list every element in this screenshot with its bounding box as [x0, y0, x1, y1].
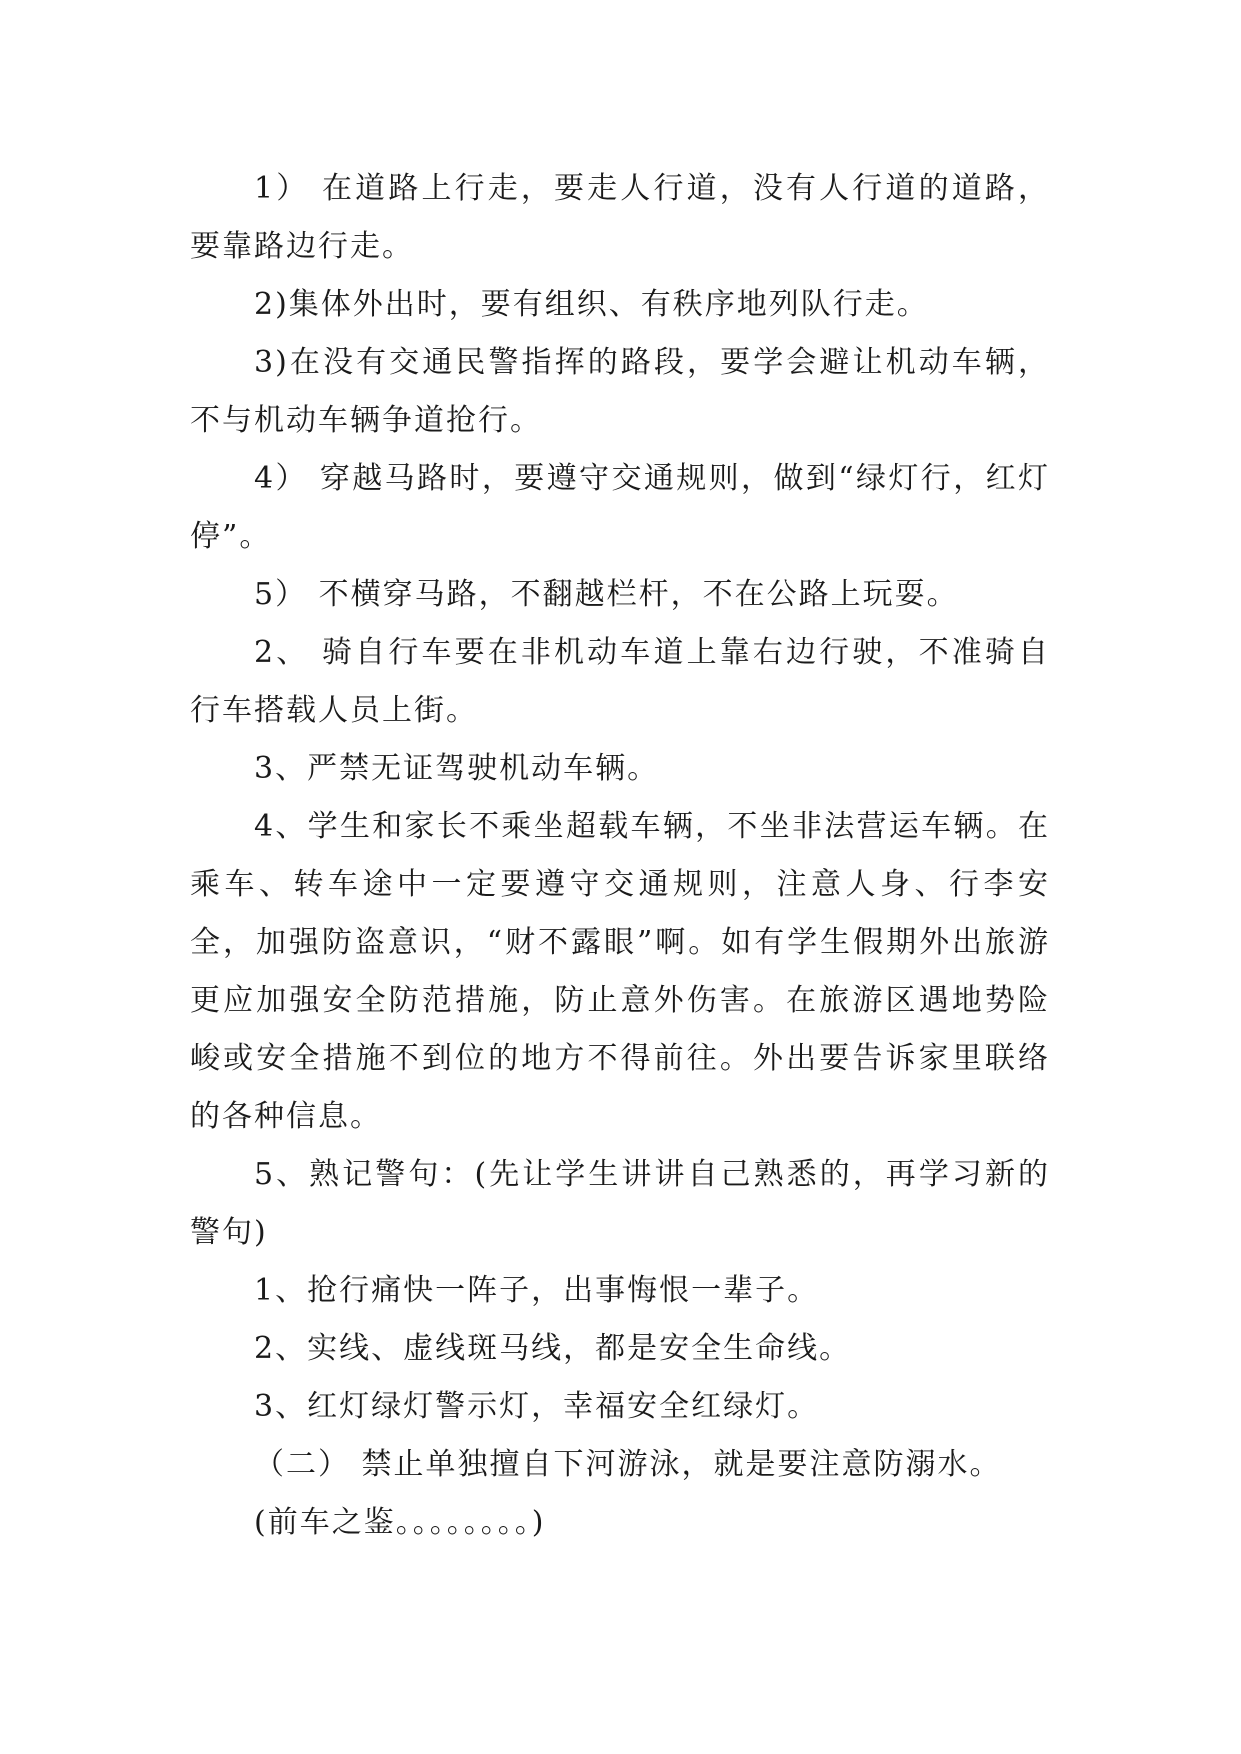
paragraph-walking-rule-4: 4） 穿越马路时，要遵守交通规则，做到“绿灯行，红灯停”。: [190, 461, 1050, 554]
document-body: [190, 160, 1050, 1552]
paragraph-slogan-2: 2、实线、虚线斑马线，都是安全生命线。: [254, 1331, 852, 1366]
paragraph-walking-rule-2: 2)集体外出时，要有组织、有秩序地列队行走。: [254, 287, 929, 322]
paragraph-vehicle-travel-rule: 4、学生和家长不乘坐超载车辆，不坐非法营运车辆。在乘车、转车途中一定要遵守交通规则，注意人身、行李安全，加强防盗意识，“财不露眼”啊。如有学生假期外出旅游更应加强安全防范措施，防止意外伤害。在旅游区遇地势险峻或安全措施不到位的地方不得前往。外出要告诉家里联络的各种信息。: [190, 809, 1050, 1134]
paragraph-slogans-intro: 5、熟记警句：(先让学生讲讲自己熟悉的，再学习新的警句): [190, 1157, 1050, 1250]
paragraph-walking-rule-3: 3)在没有交通民警指挥的路段，要学会避让机动车辆，不与机动车辆争道抢行。: [190, 345, 1050, 438]
paragraph-walking-rule-5: 5） 不横穿马路，不翻越栏杆，不在公路上玩耍。: [254, 577, 959, 612]
paragraph-no-license-rule: 3、严禁无证驾驶机动车辆。: [254, 751, 660, 786]
paragraph-section-swimming: （二） 禁止单独擅自下河游泳，就是要注意防溺水。: [254, 1447, 1002, 1482]
paragraph-slogan-3: 3、红灯绿灯警示灯，幸福安全红绿灯。: [254, 1389, 820, 1424]
paragraph-bicycle-rule: 2、 骑自行车要在非机动车道上靠右边行驶，不准骑自行车搭载人员上街。: [190, 635, 1050, 728]
paragraph-walking-rule-1: 1） 在道路上行走，要走人行道，没有人行道的道路，要靠路边行走。: [190, 171, 1050, 264]
paragraph-slogan-1: 1、抢行痛快一阵子，出事悔恨一辈子。: [254, 1273, 820, 1308]
paragraph-lesson-note: (前车之鉴。。。。。。。。): [254, 1505, 546, 1540]
